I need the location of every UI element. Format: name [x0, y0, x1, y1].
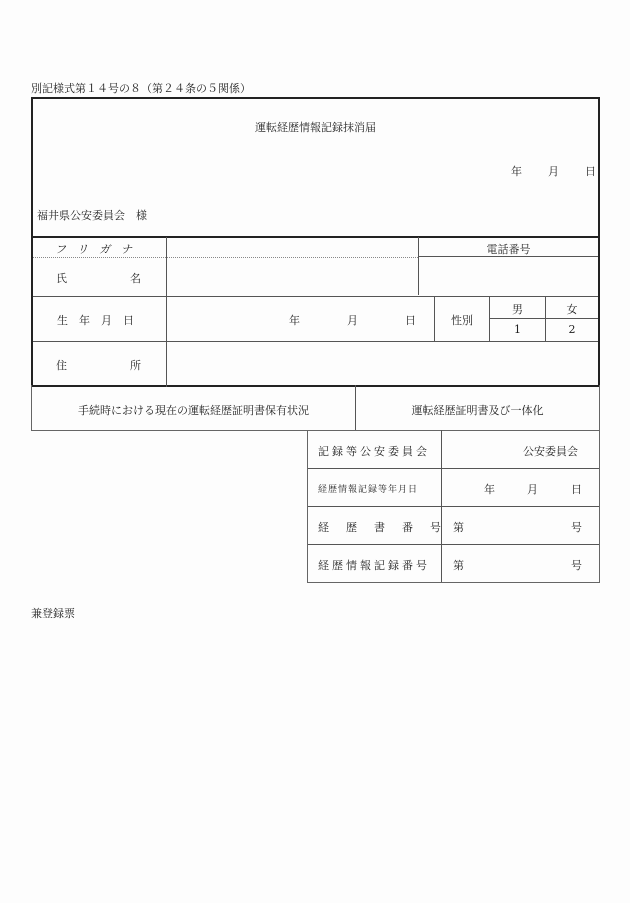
- female-label[interactable]: 女: [566, 303, 578, 316]
- male-label[interactable]: 男: [512, 303, 523, 316]
- certificate-status-row: [31, 385, 600, 431]
- name-label-1: 氏: [56, 272, 67, 285]
- history-record-number-prefix: 第: [453, 559, 464, 572]
- male-code[interactable]: 1: [514, 323, 521, 336]
- date-year: 年: [511, 165, 522, 178]
- address-label-1: 住: [56, 359, 67, 372]
- form-main-box: [31, 97, 600, 387]
- birth-label: 生 年 月 日: [57, 314, 134, 327]
- history-book-number-prefix: 第: [453, 521, 464, 534]
- date-day: 日: [585, 165, 596, 178]
- record-committee-label: 記録等公安委員会: [318, 445, 430, 458]
- history-record-number-suffix: 号: [571, 559, 582, 572]
- status-label: 手続時における現在の運転経歴証明書保有状況: [78, 404, 309, 417]
- birth-month: 月: [347, 314, 358, 327]
- address-input[interactable]: [167, 343, 597, 385]
- footer-note: 兼登録票: [31, 607, 75, 620]
- form-title: 運転経歴情報記録抹消届: [255, 121, 376, 134]
- record-committee-value: 公安委員会: [523, 445, 578, 458]
- date-month: 月: [548, 165, 559, 178]
- status-value[interactable]: 運転経歴証明書及び一体化: [411, 404, 544, 417]
- address-label-2: 所: [130, 359, 141, 372]
- form-reference: 別記様式第１４号の８（第２４条の５関係）: [31, 82, 251, 95]
- record-date-day: 日: [571, 483, 582, 496]
- record-date-label: 経歴情報記録等年月日: [318, 485, 419, 495]
- name-label-2: 名: [130, 272, 141, 285]
- phone-label: 電話番号: [486, 243, 531, 256]
- addressee: 福井県公安委員会 様: [37, 209, 147, 222]
- record-table: [307, 430, 600, 583]
- furigana-input[interactable]: [167, 238, 417, 256]
- furigana-label: フ リ ガ ナ: [55, 243, 132, 256]
- sex-label: 性別: [451, 314, 473, 327]
- history-record-number-label: 経歴情報記録番号: [318, 559, 430, 572]
- birth-day: 日: [405, 314, 416, 327]
- history-book-number-label: 経 歴 書 番 号: [318, 521, 444, 534]
- history-book-number-suffix: 号: [571, 521, 582, 534]
- record-date-year: 年: [484, 483, 495, 496]
- name-input[interactable]: [167, 259, 417, 295]
- phone-input[interactable]: [419, 259, 597, 295]
- record-date-month: 月: [527, 483, 538, 496]
- birth-year: 年: [289, 314, 300, 327]
- female-code[interactable]: 2: [568, 323, 576, 336]
